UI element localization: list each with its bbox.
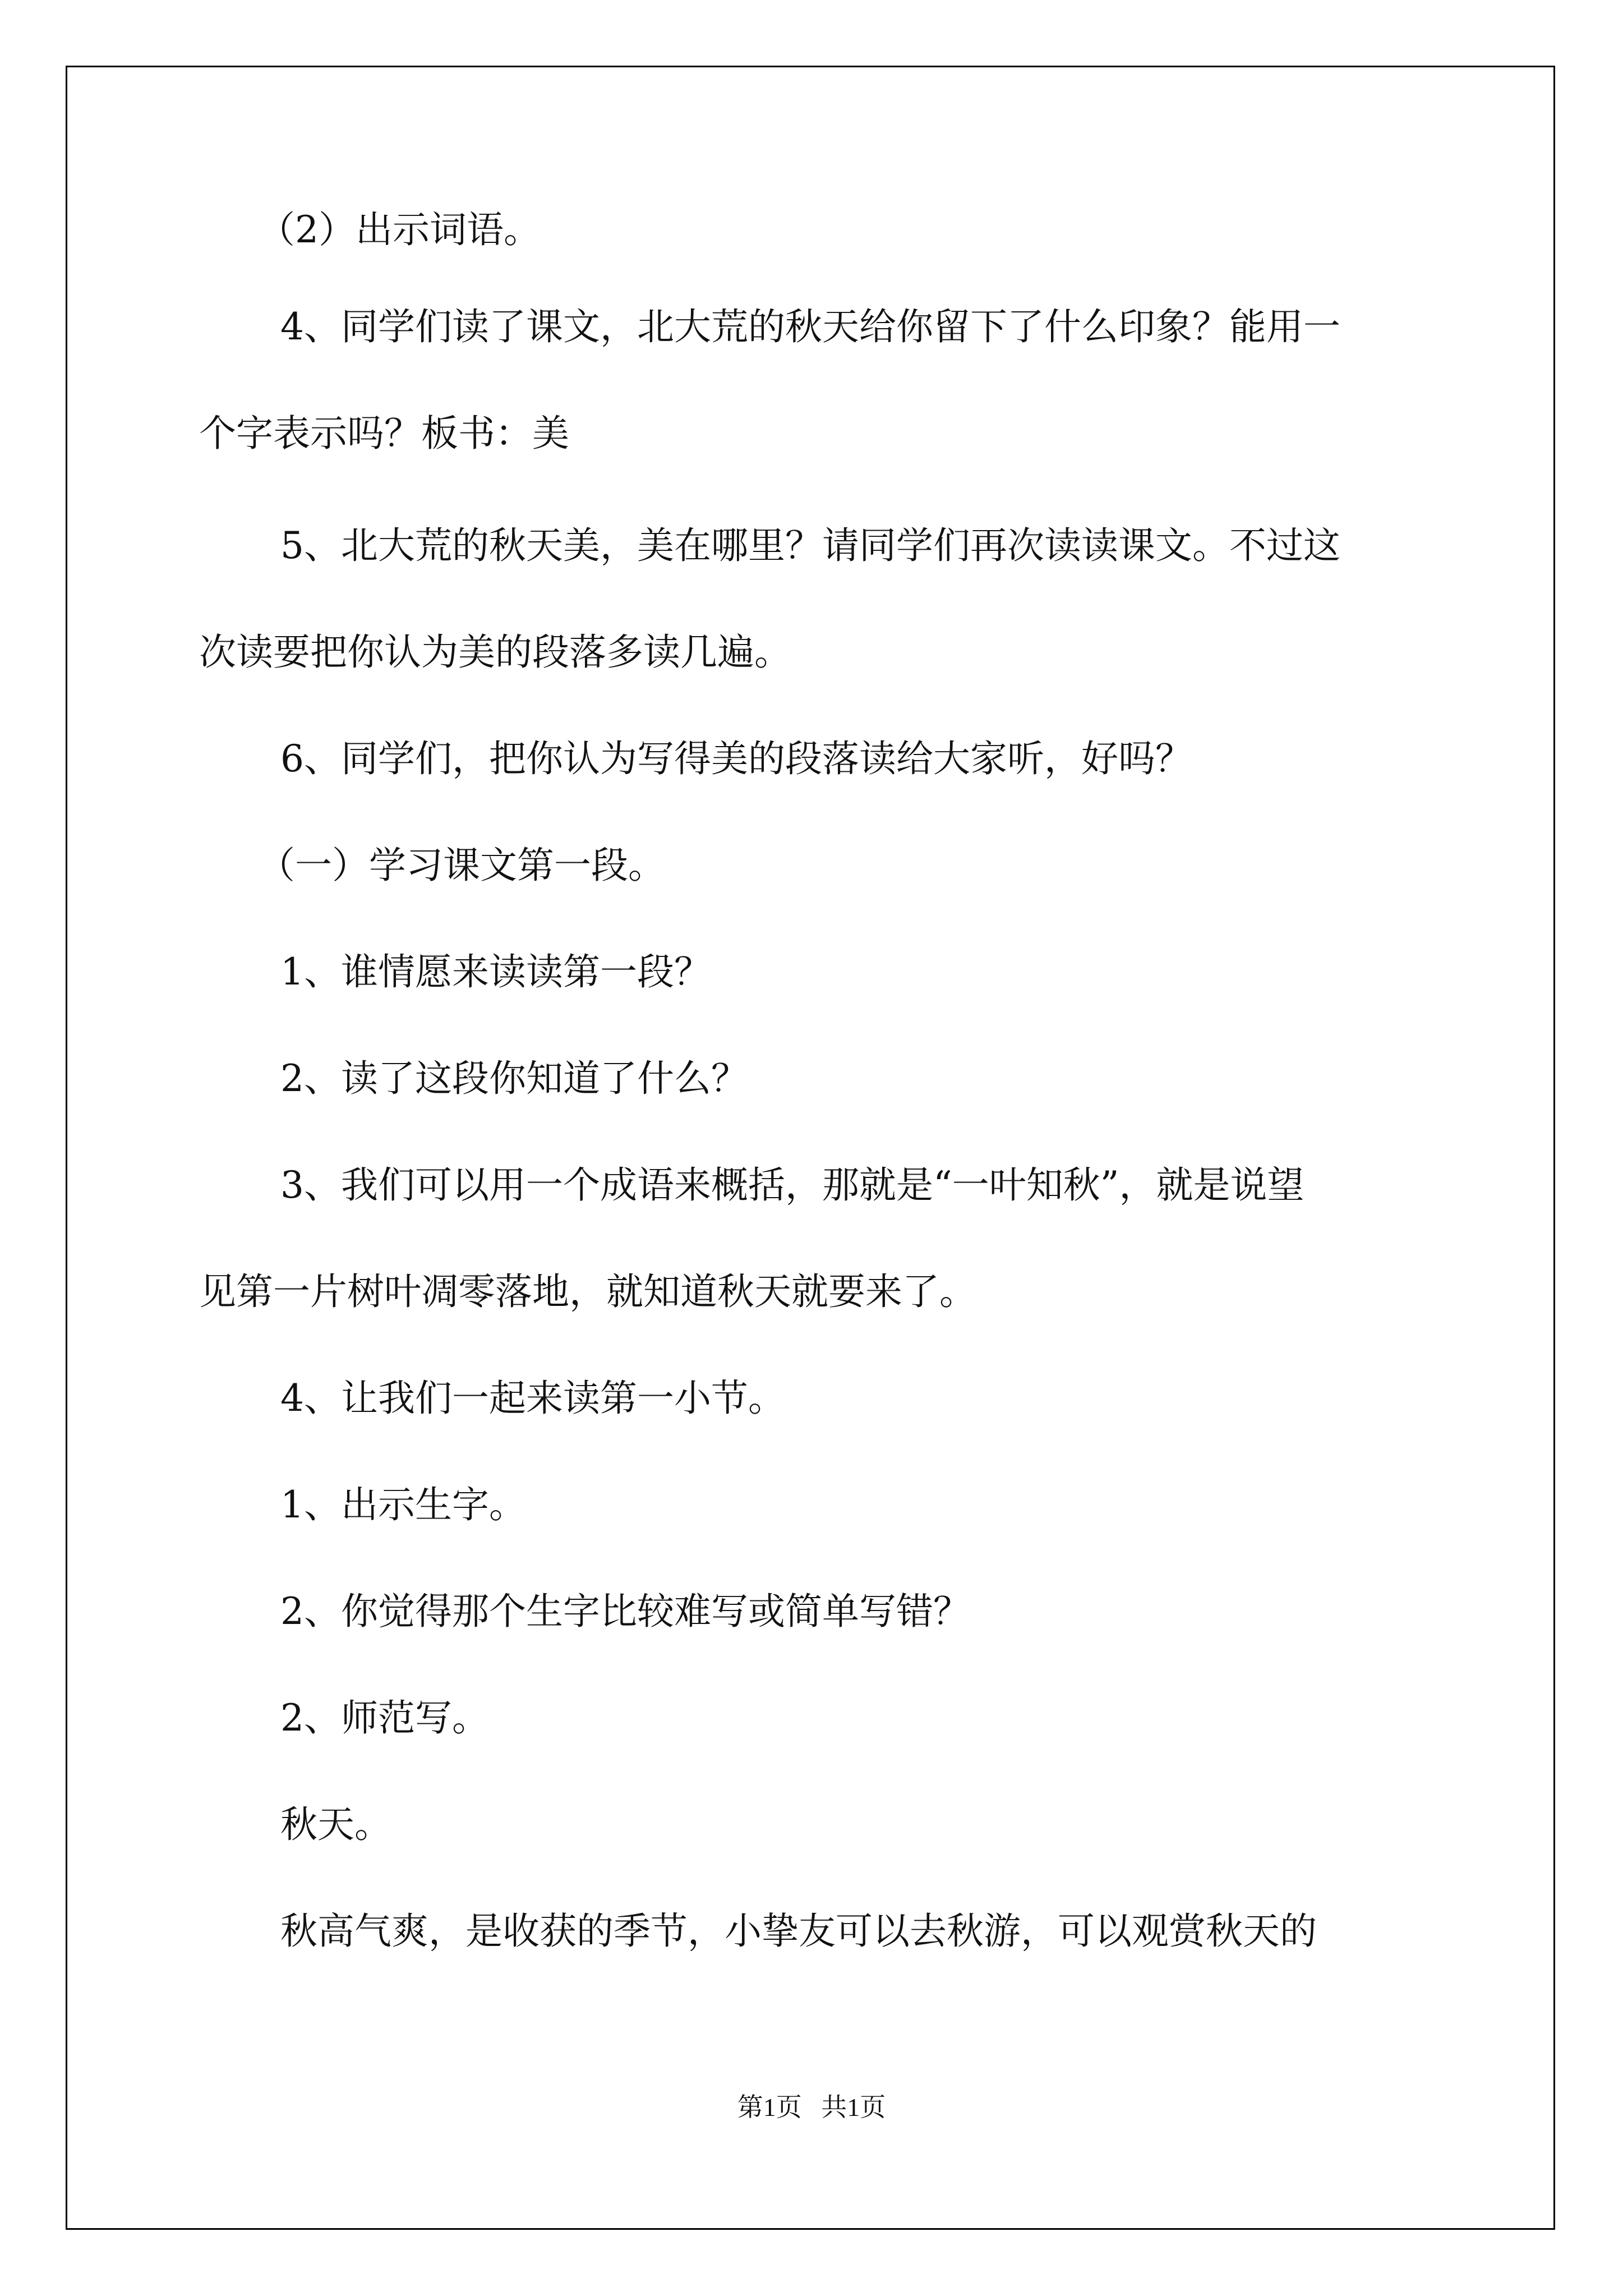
text-line-9: 2、读了这段你知道了什么？ bbox=[280, 1057, 748, 1100]
text-line-12: 4、让我们一起来读第一小节。 bbox=[280, 1377, 785, 1420]
page-footer: 第1页 共1页 bbox=[737, 2093, 886, 2122]
text-line-1: （2）出示词语。 bbox=[258, 208, 541, 251]
text-line-17: 秋高气爽，是收获的季节，小挚友可以去秋游，可以观赏秋天的 bbox=[280, 1910, 1317, 1953]
text-line-14: 2、你觉得那个生字比较难写或简单写错？ bbox=[280, 1590, 970, 1633]
text-line-16: 秋天。 bbox=[280, 1803, 391, 1846]
text-line-5: 次读要把你认为美的段落多读几遍。 bbox=[199, 631, 791, 674]
page-border bbox=[66, 66, 1555, 2230]
text-line-15: 2、师范写。 bbox=[280, 1696, 489, 1740]
text-line-8: 1、谁情愿来读读第一段？ bbox=[280, 950, 711, 993]
text-line-3: 个字表示吗？板书：美 bbox=[199, 412, 569, 455]
text-line-6: 6、同学们，把你认为写得美的段落读给大家听，好吗？ bbox=[280, 737, 1192, 780]
text-line-2: 4、同学们读了课文，北大荒的秋天给你留下了什么印象？能用一 bbox=[280, 305, 1340, 348]
text-line-7: （一）学习课文第一段。 bbox=[258, 844, 665, 887]
text-line-4: 5、北大荒的秋天美，美在哪里？请同学们再次读读课文。不过这 bbox=[280, 524, 1340, 567]
text-line-13: 1、出示生字。 bbox=[280, 1483, 526, 1526]
text-line-10: 3、我们可以用一个成语来概括，那就是“一叶知秋”，就是说望 bbox=[280, 1163, 1304, 1207]
text-line-11: 见第一片树叶凋零落地，就知道秋天就要来了。 bbox=[199, 1270, 976, 1313]
